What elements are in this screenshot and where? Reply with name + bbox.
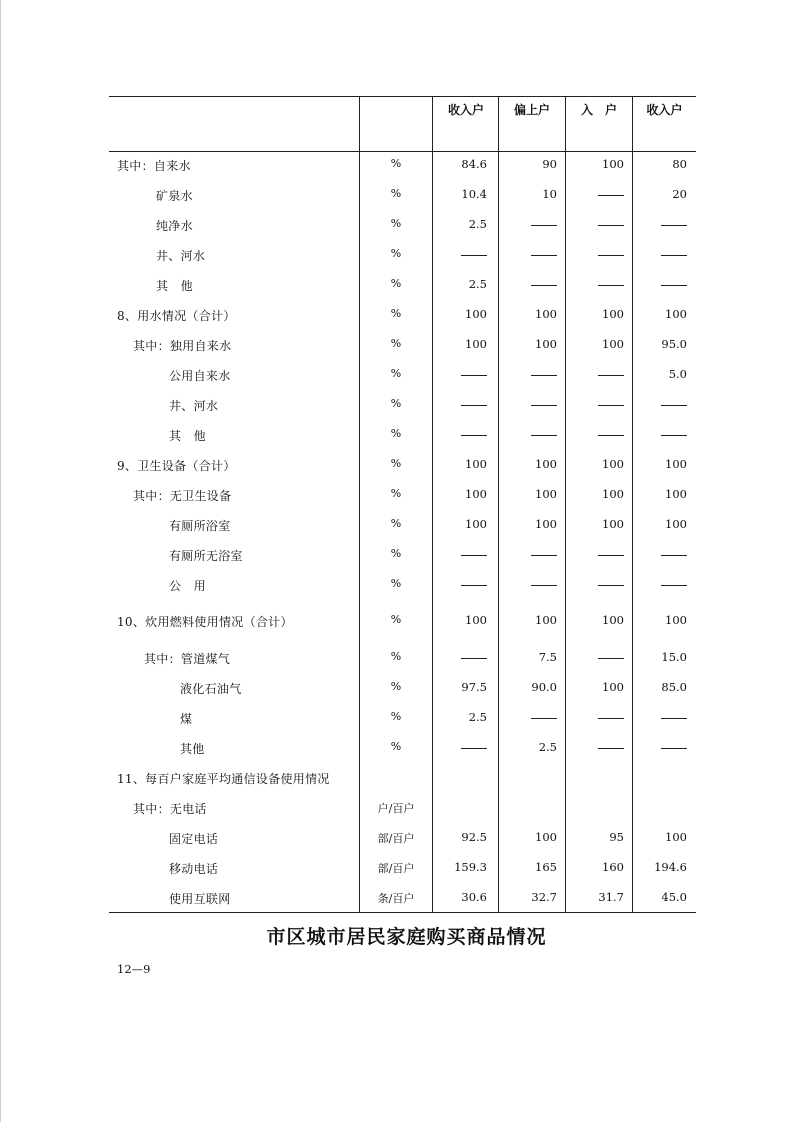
row-label: 使用互联网 <box>169 892 231 906</box>
cell-value <box>564 217 624 231</box>
table-row <box>0 890 793 910</box>
cell-value <box>497 397 557 411</box>
section-title: 市区城市居民家庭购买商品情况 <box>266 926 547 948</box>
row-label: 其 他 <box>169 429 206 443</box>
row-label: 井、河水 <box>169 399 219 413</box>
row-unit: 户/百户 <box>377 802 415 815</box>
row-unit: % <box>390 247 402 260</box>
dash-mark <box>461 585 487 586</box>
cell-value <box>427 427 487 441</box>
cell-value: 100 <box>465 517 487 531</box>
cell-value <box>627 427 687 441</box>
table-row <box>0 157 793 177</box>
cell-value: 100 <box>665 517 687 531</box>
table-row <box>0 487 793 507</box>
cell-value: 10 <box>542 187 557 201</box>
dash-mark <box>598 585 624 586</box>
dash-mark <box>531 435 557 436</box>
table-row <box>0 517 793 537</box>
cell-value: 100 <box>602 457 624 471</box>
dash-mark <box>661 435 687 436</box>
dash-mark <box>661 585 687 586</box>
dash-mark <box>531 585 557 586</box>
cell-value: 7.5 <box>538 650 557 664</box>
cell-value: 100 <box>465 457 487 471</box>
cell-value: 100 <box>665 830 687 844</box>
cell-value <box>497 277 557 291</box>
cell-value: 160 <box>602 860 624 874</box>
row-unit: % <box>390 157 402 170</box>
cell-value <box>627 740 687 754</box>
cell-value <box>497 427 557 441</box>
row-label: 其中：自来水 <box>117 159 191 173</box>
dash-mark <box>598 718 624 719</box>
cell-value <box>564 740 624 754</box>
table-row <box>0 547 793 567</box>
row-label: 煤 <box>180 712 193 726</box>
row-unit: % <box>390 740 402 753</box>
row-label: 其中：无卫生设备 <box>133 489 232 503</box>
cell-value <box>564 247 624 261</box>
cell-value <box>564 187 624 201</box>
row-label: 有厕所浴室 <box>169 519 231 533</box>
table-bottom-rule <box>109 912 696 913</box>
cell-value: 100 <box>665 457 687 471</box>
cell-value <box>627 547 687 561</box>
dash-mark <box>531 255 557 256</box>
cell-value <box>427 577 487 591</box>
cell-value: 30.6 <box>461 890 487 904</box>
cell-value <box>427 397 487 411</box>
dash-mark <box>661 255 687 256</box>
row-unit: 条/百户 <box>377 892 415 905</box>
dash-mark <box>661 285 687 286</box>
table-row <box>0 800 793 820</box>
dash-mark <box>598 435 624 436</box>
table-row <box>0 457 793 477</box>
dash-mark <box>598 285 624 286</box>
dash-mark <box>531 285 557 286</box>
cell-value <box>427 367 487 381</box>
dash-mark <box>661 748 687 749</box>
cell-value: 20 <box>672 187 687 201</box>
dash-mark <box>531 555 557 556</box>
cell-value: 2.5 <box>468 710 487 724</box>
cell-value <box>564 547 624 561</box>
row-label: 其中：无电话 <box>133 802 207 816</box>
row-label: 11、每百户家庭平均通信设备使用情况 <box>117 772 330 786</box>
row-unit: % <box>390 217 402 230</box>
table-row <box>0 367 793 387</box>
dash-mark <box>661 555 687 556</box>
cell-value: 95.0 <box>661 337 687 351</box>
row-unit: % <box>390 710 402 723</box>
header-bottom-rule <box>109 151 696 152</box>
dash-mark <box>598 658 624 659</box>
cell-value: 80 <box>672 157 687 171</box>
cell-value: 100 <box>602 337 624 351</box>
cell-value: 45.0 <box>661 890 687 904</box>
cell-value: 5.0 <box>668 367 687 381</box>
cell-value <box>497 217 557 231</box>
dash-mark <box>661 718 687 719</box>
cell-value <box>627 397 687 411</box>
cell-value: 2.5 <box>468 277 487 291</box>
row-label: 9、卫生设备（合计） <box>117 459 236 473</box>
row-unit: % <box>390 613 402 626</box>
row-unit: % <box>390 307 402 320</box>
row-label: 固定电话 <box>169 832 219 846</box>
table-row <box>0 680 793 700</box>
table-row <box>0 277 793 297</box>
cell-value: 100 <box>465 337 487 351</box>
dash-mark <box>531 718 557 719</box>
cell-value: 100 <box>602 487 624 501</box>
cell-value <box>564 427 624 441</box>
header-col-1: 收入户 <box>447 103 484 117</box>
cell-value: 100 <box>602 517 624 531</box>
cell-value <box>497 547 557 561</box>
header-col-3: 入 户 <box>580 103 617 117</box>
cell-value: 92.5 <box>461 830 487 844</box>
table-code: 12—9 <box>117 962 151 976</box>
cell-value: 100 <box>535 307 557 321</box>
cell-value: 100 <box>602 613 624 627</box>
row-label: 其他 <box>180 742 205 756</box>
row-unit: % <box>390 487 402 500</box>
cell-value: 100 <box>665 307 687 321</box>
dash-mark <box>461 748 487 749</box>
cell-value: 100 <box>465 487 487 501</box>
row-unit: % <box>390 187 402 200</box>
cell-value <box>497 710 557 724</box>
cell-value: 100 <box>535 830 557 844</box>
cell-value <box>564 367 624 381</box>
dash-mark <box>461 555 487 556</box>
dash-mark <box>461 405 487 406</box>
cell-value <box>427 650 487 664</box>
table-row <box>0 337 793 357</box>
cell-value <box>564 577 624 591</box>
row-unit: % <box>390 367 402 380</box>
cell-value: 95 <box>609 830 624 844</box>
cell-value <box>627 277 687 291</box>
dash-mark <box>461 375 487 376</box>
row-label: 井、河水 <box>156 249 206 263</box>
row-label: 液化石油气 <box>180 682 242 696</box>
dash-mark <box>531 405 557 406</box>
cell-value: 194.6 <box>654 860 687 874</box>
cell-value: 100 <box>602 307 624 321</box>
cell-value: 10.4 <box>461 187 487 201</box>
dash-mark <box>531 225 557 226</box>
row-unit: % <box>390 277 402 290</box>
cell-value: 100 <box>465 307 487 321</box>
cell-value: 100 <box>665 613 687 627</box>
cell-value: 100 <box>665 487 687 501</box>
table-row <box>0 710 793 730</box>
cell-value <box>564 277 624 291</box>
row-unit: % <box>390 337 402 350</box>
dash-mark <box>461 658 487 659</box>
cell-value: 2.5 <box>468 217 487 231</box>
row-unit: 部/百户 <box>377 862 415 875</box>
row-unit: 部/百户 <box>377 832 415 845</box>
table-row <box>0 577 793 597</box>
dash-mark <box>598 225 624 226</box>
row-unit: % <box>390 680 402 693</box>
cell-value: 15.0 <box>661 650 687 664</box>
table-row <box>0 613 793 633</box>
row-label: 纯净水 <box>156 219 193 233</box>
cell-value: 84.6 <box>461 157 487 171</box>
cell-value: 90.0 <box>531 680 557 694</box>
row-label: 其中：管道煤气 <box>144 652 231 666</box>
cell-value: 100 <box>465 613 487 627</box>
dash-mark <box>598 405 624 406</box>
cell-value <box>497 367 557 381</box>
cell-value <box>427 740 487 754</box>
row-label: 公 用 <box>169 579 206 593</box>
table-row <box>0 650 793 670</box>
cell-value <box>427 547 487 561</box>
cell-value <box>627 217 687 231</box>
cell-value <box>497 577 557 591</box>
row-unit: % <box>390 547 402 560</box>
cell-value: 159.3 <box>454 860 487 874</box>
row-label: 矿泉水 <box>156 189 193 203</box>
row-label: 8、用水情况（合计） <box>117 309 236 323</box>
dash-mark <box>598 375 624 376</box>
table-row <box>0 770 793 790</box>
cell-value: 100 <box>535 487 557 501</box>
dash-mark <box>461 435 487 436</box>
cell-value <box>564 397 624 411</box>
row-unit: % <box>390 577 402 590</box>
dash-mark <box>661 225 687 226</box>
dash-mark <box>461 255 487 256</box>
cell-value: 100 <box>535 457 557 471</box>
table-row <box>0 397 793 417</box>
dash-mark <box>531 375 557 376</box>
table-row <box>0 427 793 447</box>
cell-value: 165 <box>535 860 557 874</box>
row-label: 其中：独用自来水 <box>133 339 232 353</box>
cell-value <box>497 247 557 261</box>
table-row <box>0 830 793 850</box>
table-row <box>0 187 793 207</box>
row-label: 移动电话 <box>169 862 219 876</box>
cell-value <box>627 577 687 591</box>
row-unit: % <box>390 650 402 663</box>
header-col-2: 偏上户 <box>513 103 550 117</box>
row-unit: % <box>390 517 402 530</box>
cell-value <box>427 247 487 261</box>
table-row <box>0 740 793 760</box>
table-row <box>0 307 793 327</box>
row-unit: % <box>390 457 402 470</box>
header-col-4: 收入户 <box>646 103 683 117</box>
dash-mark <box>598 555 624 556</box>
cell-value <box>564 710 624 724</box>
cell-value: 100 <box>602 157 624 171</box>
cell-value <box>627 247 687 261</box>
cell-value: 100 <box>535 517 557 531</box>
dash-mark <box>598 748 624 749</box>
dash-mark <box>598 255 624 256</box>
cell-value: 100 <box>602 680 624 694</box>
cell-value: 32.7 <box>531 890 557 904</box>
cell-value: 2.5 <box>538 740 557 754</box>
cell-value: 100 <box>535 337 557 351</box>
table-row <box>0 247 793 267</box>
table-row <box>0 860 793 880</box>
cell-value: 31.7 <box>598 890 624 904</box>
row-label: 其 他 <box>156 279 193 293</box>
cell-value: 90 <box>542 157 557 171</box>
dash-mark <box>661 405 687 406</box>
cell-value: 97.5 <box>461 680 487 694</box>
row-label: 有厕所无浴室 <box>169 549 243 563</box>
table-row <box>0 217 793 237</box>
table-top-rule <box>109 96 696 97</box>
row-label: 10、炊用燃料使用情况（合计） <box>117 615 293 629</box>
cell-value <box>564 650 624 664</box>
row-unit: % <box>390 427 402 440</box>
cell-value: 100 <box>535 613 557 627</box>
row-label: 公用自来水 <box>169 369 231 383</box>
cell-value <box>627 710 687 724</box>
row-unit: % <box>390 397 402 410</box>
dash-mark <box>598 195 624 196</box>
cell-value: 85.0 <box>661 680 687 694</box>
